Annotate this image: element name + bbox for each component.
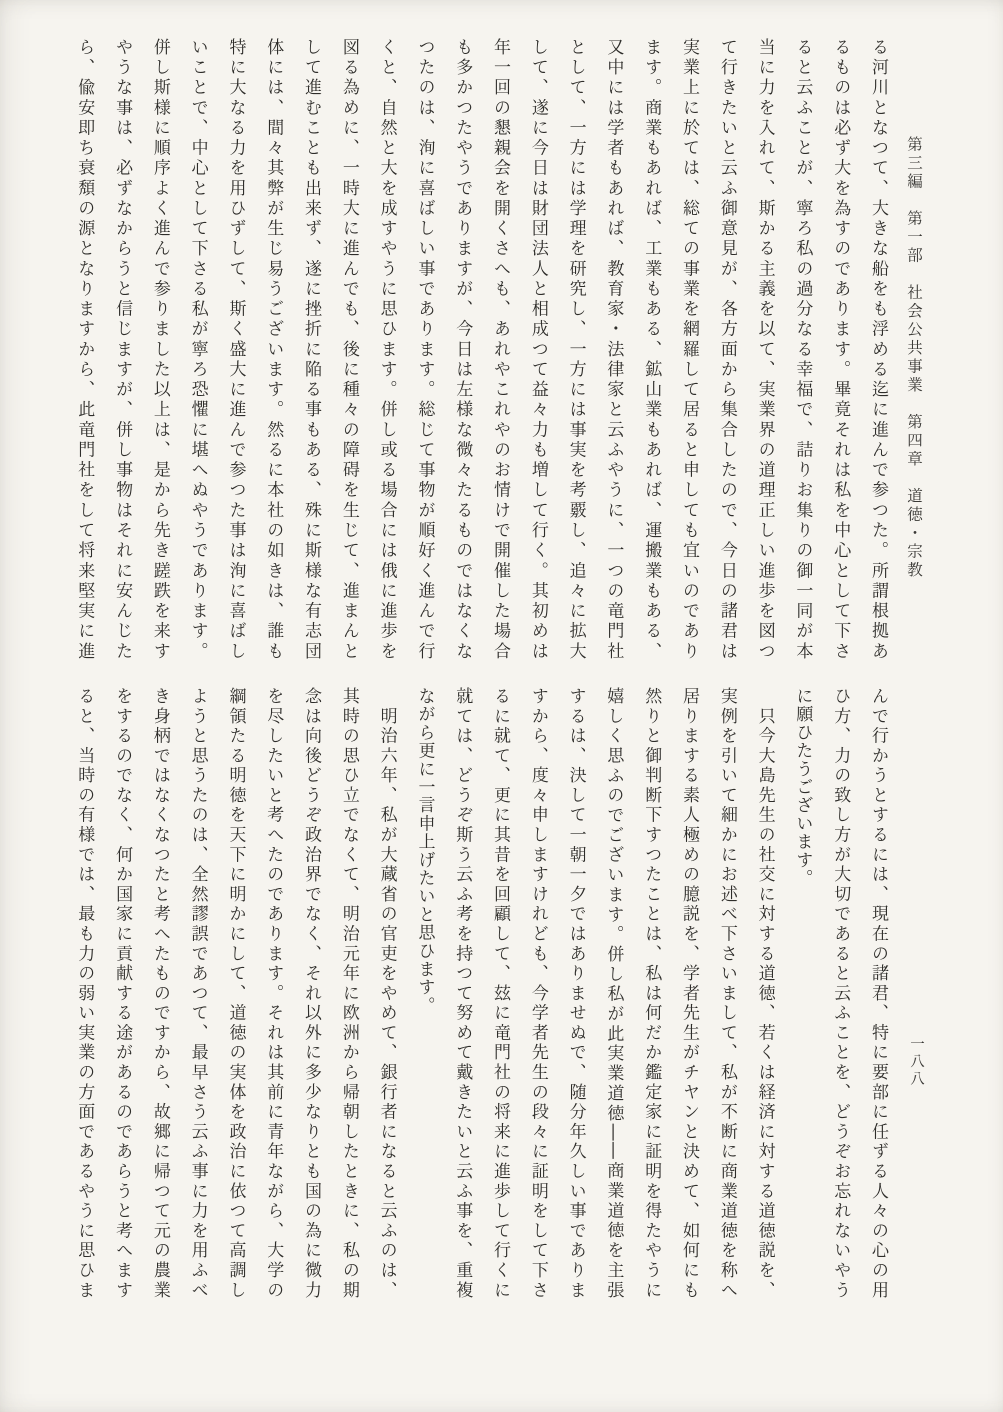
text-column: ます。商業もあれば、工業もある、鉱山業もあれば、運搬業もある、: [641, 38, 662, 660]
text-column: き身柄ではなくなつたと考へたものですから、故郷に帰つて元の農業: [149, 687, 170, 1299]
text-column: ると云ふことが、寧ろ私の過分なる幸福で、詰りお集りの御一同が本: [792, 38, 813, 660]
text-column: するは、決して一朝一夕ではありませぬで、随分年久しい事でありま: [565, 687, 586, 1299]
text-column: るものは必ず大を為すのであります。畢竟それは私を中心として下さ: [830, 38, 851, 660]
text-column: 併し斯様に順序よく進んで参りました以上は、是から先き蹉跌を来す: [149, 38, 170, 660]
text-column: ようと思うたのは、全然謬誤であつて、最早さう云ふ事に力を用ふべ: [187, 687, 208, 1299]
text-column: 図る為めに、一時大に進んでも、後に種々の障碍を生じて、進まんと: [338, 38, 359, 660]
text-column: くと、自然と大を成すやうに思ひます。併し或る場合には俄に進歩を: [376, 38, 397, 660]
text-column: 実例を引いて細かにお述べ下さいまして、私が不断に商業道徳を称へ: [716, 687, 737, 1299]
text-column: して進むことも出来ず、遂に挫折に陥る事もある、殊に斯様な有志団: [301, 38, 322, 660]
text-column: 綱領たる明徳を天下に明かにして、道徳の実体を政治に依つて高調し: [225, 687, 246, 1299]
text-column: をするのでなく、何か国家に貢献する途があるのであらうと考へます: [112, 687, 133, 1299]
text-column: んで行かうとするには、現在の諸君、特に要部に任ずる人々の心の用: [868, 687, 888, 1299]
top-text-block: [75, 38, 886, 660]
text-column: やうな事は、必ずなからうと信じますが、併し事物はそれに安んじた: [112, 38, 133, 660]
text-column: 居りまする素人極めの臆説を、学者先生がチヤンと決めて、如何にも: [679, 687, 700, 1299]
text-column: て行きたいと云ふ御意見が、各方面から集合したので、今日の諸君は: [716, 38, 737, 660]
text-column: つたのは、洵に喜ばしい事であります。総じて事物が順好く進んで行: [414, 38, 435, 660]
text-column: 特に大なる力を用ひずして、斯く盛大に進んで参つた事は洵に喜ばし: [225, 38, 246, 660]
text-column: いことで、中心として下さる私が寧ろ恐懼に堪へぬやうであります。: [187, 38, 208, 660]
bottom-text-block: [75, 687, 886, 1299]
text-column: るに就て、更に其昔を回顧して、玆に竜門社の将来に進歩して行くに: [490, 687, 511, 1299]
text-column: を尽したいと考へたのであります。それは其前に青年ながら、大学の: [263, 687, 284, 1299]
text-column: すから、度々申しますけれども、今学者先生の段々に証明をして下さ: [527, 687, 548, 1299]
text-column: 念は向後どうぞ政治界でなく、それ以外に多少なりとも国の為に微力: [301, 687, 322, 1299]
text-column: 明治六年、私が大蔵省の官吏をやめて、銀行者になると云ふのは、: [376, 687, 397, 1299]
text-column: 只今大島先生の社交に対する道徳、若くは経済に対する道徳説を、: [754, 687, 775, 1299]
text-column: 就ては、どうぞ斯う云ふ考を持つて努めて戴きたいと云ふ事を、重複: [452, 687, 473, 1299]
text-column: 嬉しく思ふのでございます。併し私が此実業道徳――商業道徳を主張: [603, 687, 624, 1299]
text-column: 実業上に於ては、総ての事業を網羅して居ると申しても宜いのであり: [679, 38, 700, 660]
text-column: 其時の思ひ立でなくて、明治元年に欧洲から帰朝したときに、私の期: [338, 687, 359, 1299]
text-column: に願ひたうございます。: [792, 687, 813, 888]
text-column: して、遂に今日は財団法人と相成つて益々力も増して行く。其初めは: [527, 38, 548, 660]
text-column: る河川となつて、大きな船をも浮める迄に進んで参つた。所謂根拠あ: [868, 38, 888, 660]
text-column: ら、偸安即ち衰頽の源となりますから、此竜門社をして将来堅実に進: [74, 38, 95, 660]
page-number: 一八八: [908, 1036, 924, 1089]
text-column: 当に力を入れて、斯かる主義を以て、実業界の道理正しい進歩を図つ: [754, 38, 775, 660]
text-column: ると、当時の有様では、最も力の弱い実業の方面であるやうに思ひま: [74, 687, 95, 1299]
text-column: 年一回の懇親会を開くさへも、あれやこれやのお情けで開催した場合: [490, 38, 511, 660]
running-head: 第三編 第一部 社会公共事業 第四章 道徳・宗教: [905, 136, 923, 580]
text-column: も多かつたやうでありますが、今日は左様な微々たるものではなくな: [452, 38, 473, 660]
text-column: ひ方、力の致し方が大切であると云ふことを、どうぞお忘れないやう: [830, 687, 851, 1299]
text-column: ながら更に一言申上げたいと思ひます。: [414, 687, 435, 1015]
text-column: として、一方には学理を研究し、一方には事実を考覈し、追々に拡大: [565, 38, 586, 660]
text-column: 又中には学者もあれば、教育家・法律家と云ふやうに、一つの竜門社: [603, 38, 624, 660]
text-column: 体には、間々其弊が生じ易うございます。然るに本社の如きは、誰も: [263, 38, 284, 660]
text-column: 然りと御判断下すつたことは、私は何だか鑑定家に証明を得たやうに: [641, 687, 662, 1299]
